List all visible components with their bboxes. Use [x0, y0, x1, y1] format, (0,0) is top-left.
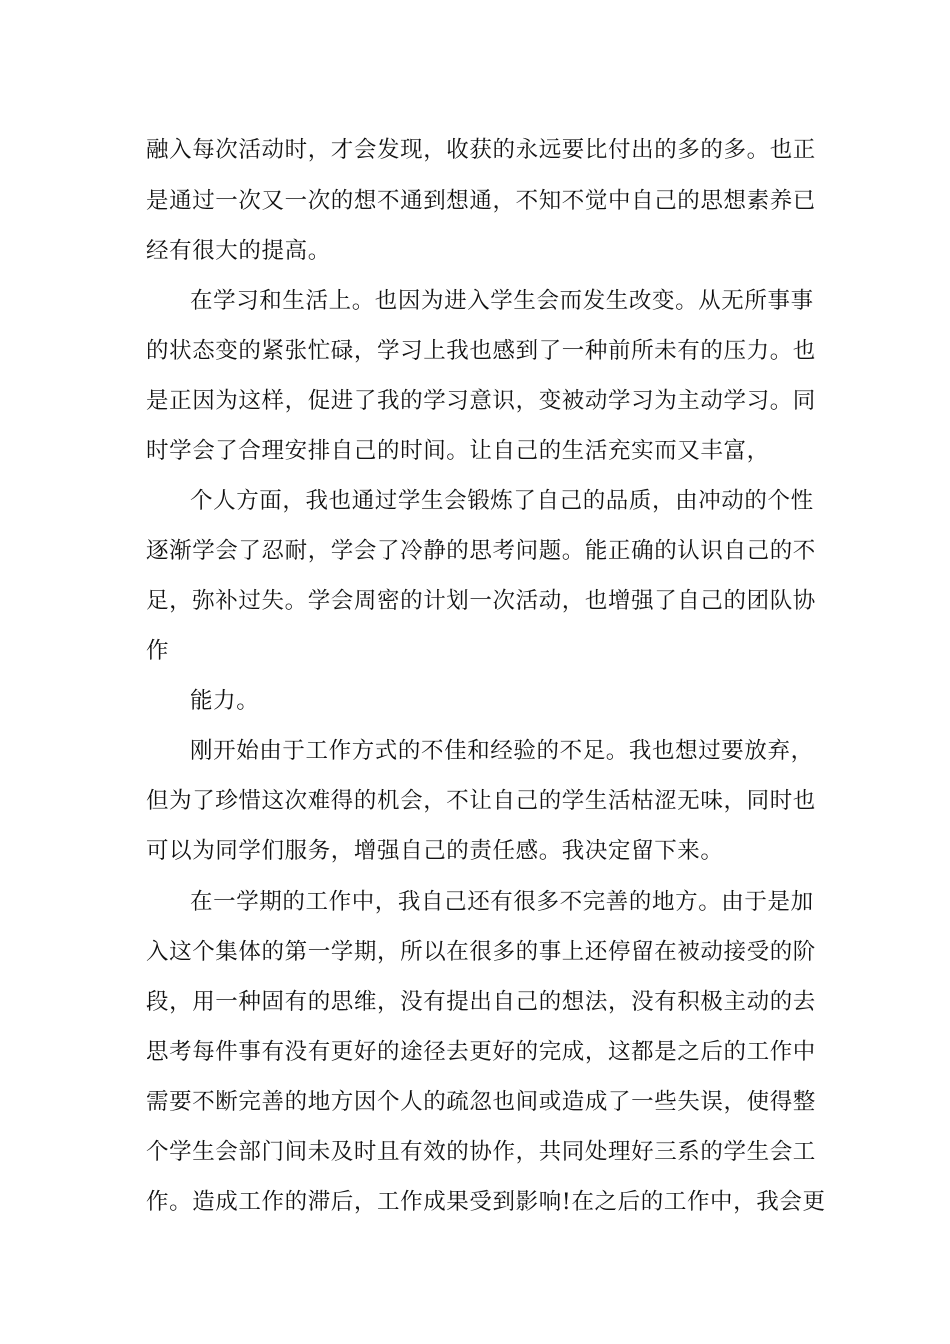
text-line: 融入每次活动时，才会发现，收获的永远要比付出的多的多。也正 [146, 137, 816, 163]
text-line: 需要不断完善的地方因个人的疏忽也间或造成了一些失误，使得整 [146, 1089, 816, 1115]
text-line: 作 [146, 638, 170, 664]
text-line: 入这个集体的第一学期，所以在很多的事上还停留在被动接受的阶 [146, 939, 816, 965]
text-line: 的状态变的紧张忙碌，学习上我也感到了一种前所未有的压力。也 [146, 338, 816, 364]
text-line: 思考每件事有没有更好的途径去更好的完成，这都是之后的工作中 [146, 1039, 816, 1065]
text-line: 时学会了合理安排自己的时间。让自己的生活充实而又丰富， [146, 438, 770, 464]
paragraph-first-line: 在一学期的工作中，我自己还有很多不完善的地方。由于是加 [190, 889, 814, 915]
text-line: 是通过一次又一次的想不通到想通，不知不觉中自己的思想素养已 [146, 188, 816, 214]
text-line: 可以为同学们服务，增强自己的责任感。我决定留下来。 [146, 838, 724, 864]
paragraph-first-line: 刚开始由于工作方式的不佳和经验的不足。我也想过要放弃， [190, 738, 814, 764]
text-line: 但为了珍惜这次难得的机会，不让自己的学生活枯涩无味，同时也 [146, 788, 816, 814]
text-line: 段，用一种固有的思维，没有提出自己的想法，没有积极主动的去 [146, 989, 816, 1015]
paragraph-first-line: 在学习和生活上。也因为进入学生会而发生改变。从无所事事 [190, 288, 814, 314]
text-line: 个学生会部门间未及时且有效的协作，共同处理好三系的学生会工 [146, 1139, 816, 1165]
text-line: 经有很大的提高。 [146, 238, 331, 264]
text-line: 是正因为这样，促进了我的学习意识，变被动学习为主动学习。同 [146, 388, 816, 414]
paragraph-first-line: 个人方面，我也通过学生会锻炼了自己的品质，由冲动的个性 [190, 488, 814, 514]
paragraph-first-line: 能力。 [190, 688, 260, 714]
text-line: 逐渐学会了忍耐，学会了冷静的思考问题。能正确的认识自己的不 [146, 538, 816, 564]
text-line: 作。造成工作的滞后，工作成果受到影响!在之后的工作中，我会更 [146, 1189, 826, 1215]
text-line: 足，弥补过失。学会周密的计划一次活动，也增强了自己的团队协 [146, 588, 816, 614]
